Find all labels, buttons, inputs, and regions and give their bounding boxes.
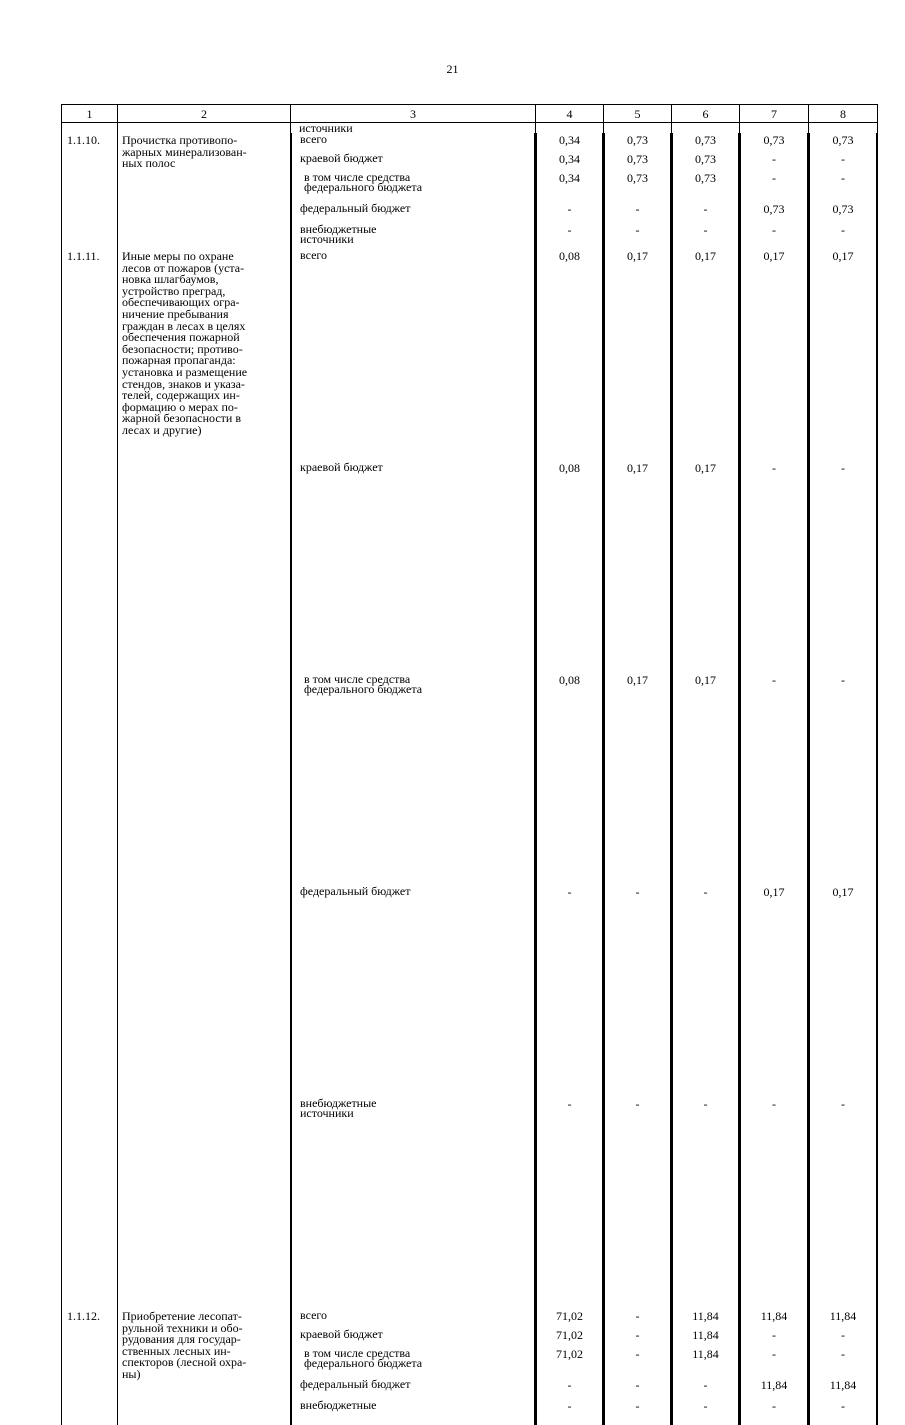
value-cell: 0,73 [627,171,648,185]
value-cell: - [841,1347,845,1361]
item-name: Приобретение лесопат- рульной техники и обо- рудования для государ- ственных лесных ин- спекторов (лесной охра- ны) [122,1309,247,1381]
value-cell: - [772,1347,776,1361]
value-cell: 0,17 [627,249,648,263]
value-cell: - [567,1097,572,1111]
value-cell: - [841,1328,845,1342]
value-cell: 0,17 [695,461,716,475]
value-cell: - [703,202,708,216]
value-cell: - [772,223,776,237]
value-cell: 0,73 [695,171,716,185]
page-number: 21 [446,62,459,76]
value-cell: - [841,171,845,185]
value-cell: - [841,1097,845,1111]
value-cell: - [703,885,708,899]
value-cell: - [841,1399,845,1413]
value-cell: - [567,1399,572,1413]
value-cell: 11,84 [829,1309,857,1323]
value-cell: - [841,673,845,687]
value-cell: - [635,1328,640,1342]
value-cell: 0,17 [695,249,716,263]
value-cell: 0,08 [559,673,580,687]
value-cell: 11,84 [760,1309,788,1323]
funding-source: федеральный бюджет [300,1377,411,1391]
value-cell: 71,02 [556,1347,583,1361]
value-cell: 11,84 [692,1328,719,1342]
item-name: Иные меры по охране лесов от пожаров (уста- новка шлагбаумов, устройство преград, обеспечивающих огра- ничение пребывания граждан в лесах в целях обеспечения пожарной безопасности; противо- пожарная пропаганда: установка и размещение стендов, знаков и указа- телей, содержащих ин- формацию о мерах по- жарной безопасности в лесах и другие) [122,249,248,437]
continuation-row [62,123,878,134]
value-cell: 11,84 [692,1309,719,1323]
value-cell: - [635,1347,640,1361]
value-cell: - [567,202,572,216]
value-cell: 71,02 [556,1328,583,1342]
value-cell: - [772,152,776,166]
value-cell: - [567,223,572,237]
value-cell: - [772,461,776,475]
value-cell: - [772,1097,776,1111]
funding-source: краевой бюджет [300,1327,383,1341]
column-number: 4 [536,105,604,123]
funding-source: краевой бюджет [300,151,383,165]
value-cell: - [841,223,845,237]
column-number: 7 [740,105,809,123]
column-number: 5 [604,105,672,123]
value-cell: - [567,885,572,899]
value-cell: 0,17 [763,885,785,899]
value-cell: - [635,1097,640,1111]
value-cell: - [703,1097,708,1111]
item-name: Прочистка противопо- жарных минерализован- ных полос [122,133,247,171]
value-cell: 0,73 [695,152,716,166]
column-number: 3 [291,105,536,123]
funding-source: в том числе средства федерального бюджета [304,1346,423,1371]
value-cell: 0,73 [627,133,648,147]
item-number: 1.1.12. [67,1309,100,1323]
value-cell: 0,34 [559,133,580,147]
value-cell: 0,34 [559,171,580,185]
value-cell: 0,73 [695,133,716,147]
funding-source: в том числе средства федерального бюджета [304,170,423,195]
value-cell: 0,73 [832,133,854,147]
value-cell: 0,17 [832,885,854,899]
funding-source: краевой бюджет [300,460,383,474]
column-number-row [62,105,878,123]
value-cell: - [772,171,776,185]
continuation-text: источники [299,121,353,135]
value-cell: - [635,1378,640,1392]
value-cell: 11,84 [760,1378,788,1392]
value-cell: - [841,152,845,166]
value-cell: 11,84 [829,1378,857,1392]
funding-source: федеральный бюджет [300,201,411,215]
value-cell: - [635,1309,640,1323]
column-number: 2 [118,105,291,123]
value-cell: - [567,1378,572,1392]
funding-source: всего [300,132,328,146]
funding-source: внебюджетные [300,1398,377,1412]
value-cell: 0,08 [559,249,580,263]
item-number: 1.1.11. [67,249,100,263]
value-cell: 11,84 [692,1347,719,1361]
value-cell: - [772,1399,776,1413]
value-cell: 0,73 [763,133,785,147]
column-number: 6 [672,105,740,123]
table-row [62,133,878,249]
value-cell: 0,17 [627,461,648,475]
value-cell: - [703,1399,708,1413]
item-number: 1.1.10. [67,133,100,147]
value-cell: - [703,223,708,237]
value-cell: 71,02 [556,1309,583,1323]
funding-source: внебюджетные источники [300,1096,377,1121]
column-number: 1 [62,105,118,123]
value-cell: - [772,1328,776,1342]
program-table [61,104,878,1425]
value-cell: - [635,202,640,216]
value-cell: - [635,1399,640,1413]
funding-source: всего [300,248,328,262]
value-cell: 0,17 [832,249,854,263]
table-row [62,1309,878,1425]
value-cell: 0,34 [559,152,580,166]
value-cell: 0,73 [763,202,785,216]
value-cell: 0,17 [627,673,648,687]
funding-source: в том числе средства федерального бюджета [304,672,423,697]
funding-source: федеральный бюджет [300,884,411,898]
table-row [62,249,878,1309]
value-cell: - [841,461,845,475]
value-cell: 0,73 [832,202,854,216]
value-cell: 0,08 [559,461,580,475]
funding-source: всего [300,1308,328,1322]
column-number: 8 [809,105,878,123]
value-cell: - [772,673,776,687]
value-cell: - [703,1378,708,1392]
value-cell: - [635,885,640,899]
value-cell: 0,17 [763,249,785,263]
value-cell: 0,73 [627,152,648,166]
value-cell: 0,17 [695,673,716,687]
funding-source: внебюджетные источники [300,222,377,247]
value-cell: - [635,223,640,237]
